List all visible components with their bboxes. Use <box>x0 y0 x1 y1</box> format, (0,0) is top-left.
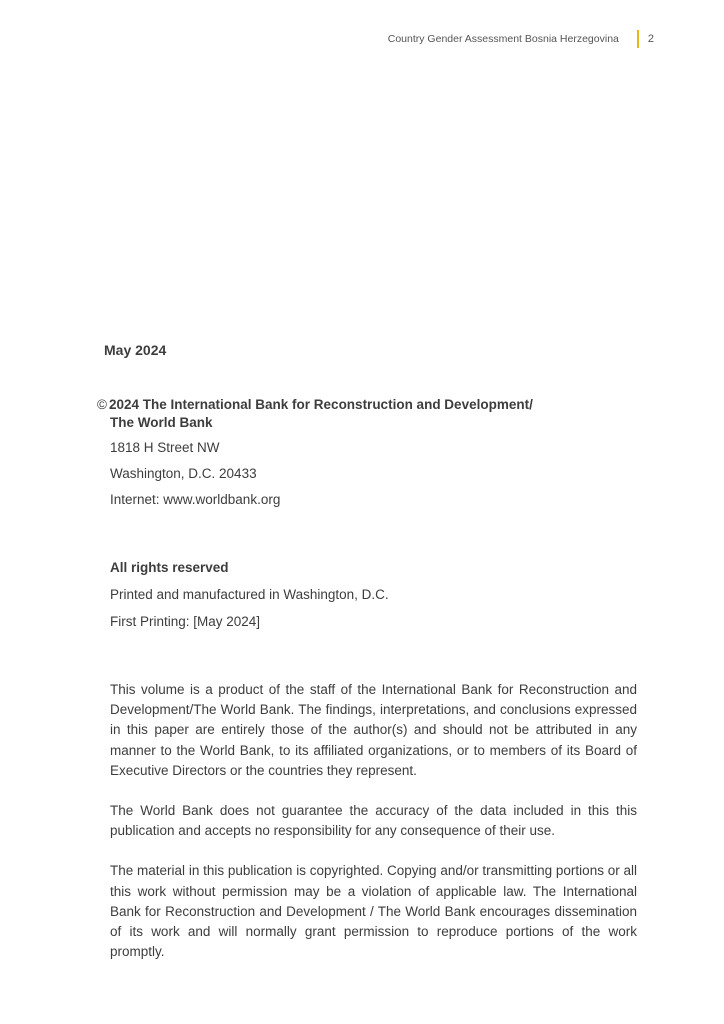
header-divider <box>637 30 639 48</box>
internet-address: Internet: www.worldbank.org <box>110 492 281 507</box>
rights-block <box>110 559 389 640</box>
address-block <box>110 439 280 517</box>
publication-date: May 2024 <box>104 342 167 358</box>
city-address: Washington, D.C. 20433 <box>110 466 257 481</box>
disclaimer-section <box>110 680 637 982</box>
street-address: 1818 H Street NW <box>110 440 220 455</box>
copyright-line-2: The World Bank <box>110 415 213 430</box>
copyright-line-1: 2024 The International Bank for Reconstruction and Development/ <box>109 397 533 412</box>
page-number: 2 <box>647 33 654 45</box>
printed-location: Printed and manufactured in Washington, D.C. <box>110 587 389 602</box>
document-title: Country Gender Assessment Bosnia Herzegovina <box>387 33 619 45</box>
disclaimer-paragraph-3: The material in this publication is copyrighted. Copying and/or transmitting portions or all this work without permission may be a violation of applicable law. The International Bank for Reconstruction and Development / The World Bank encourages dissemination of its work and will normally grant permission to reproduce portions of the work promptly. <box>110 863 637 960</box>
copyright-symbol: © <box>97 397 107 412</box>
copyright-block <box>97 396 617 432</box>
first-printing: First Printing: [May 2024] <box>110 614 261 629</box>
rights-reserved: All rights reserved <box>110 560 229 575</box>
page-header <box>388 30 654 48</box>
disclaimer-paragraph-2: The World Bank does not guarantee the accuracy of the data included in this this publication and accepts no responsibility for any consequence of their use. <box>110 803 637 839</box>
disclaimer-paragraph-1: This volume is a product of the staff of the International Bank for Reconstruction and Development/The World Bank. The findings, interpretations, and conclusions expressed in this paper are entirely those of the author(s) and should not be attributed in any manner to the World Bank, to its affiliated organizations, or to members of its Board of Executive Directors or the countries they represent. <box>110 682 637 778</box>
